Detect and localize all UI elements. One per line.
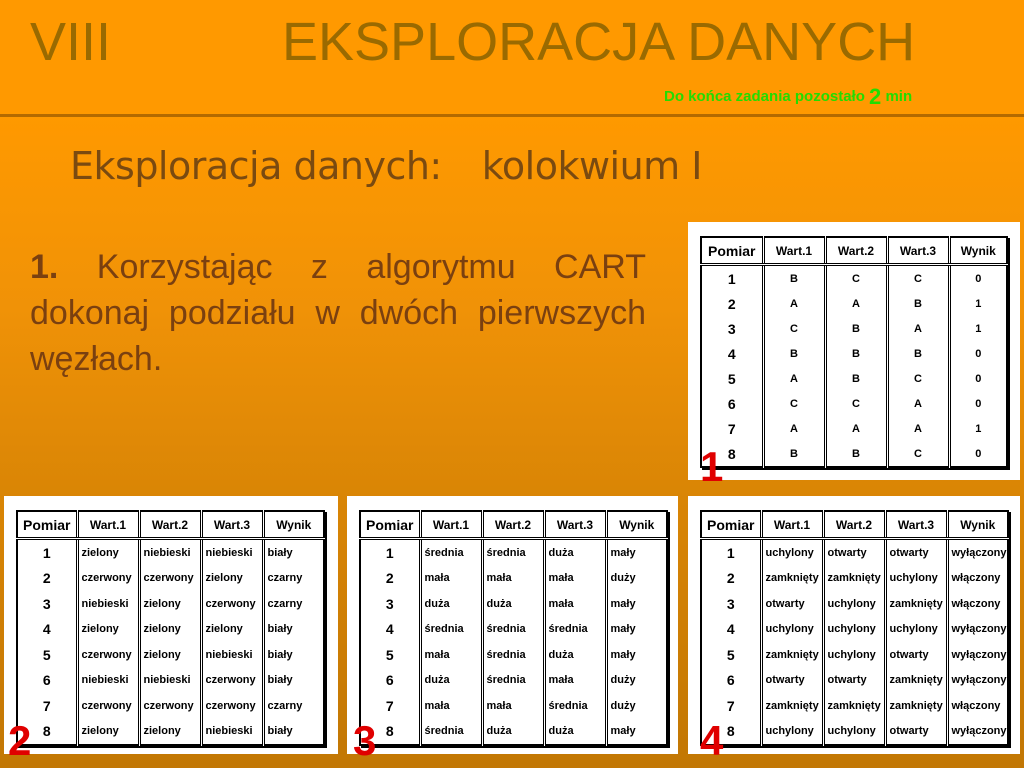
timer: [664, 84, 912, 110]
table-cell: włączony: [947, 693, 1008, 719]
table-header-row: [360, 511, 667, 539]
subtitle-left: Eksploracja danych:: [70, 144, 442, 188]
row-index: 7: [385, 697, 394, 714]
table-row: [701, 316, 1007, 341]
column-header: Wart.1: [763, 237, 825, 265]
row-index: 8: [42, 723, 51, 740]
table-cell: 0: [949, 265, 1007, 292]
table-cell: zamknięty: [761, 642, 823, 668]
table-cell: 0: [949, 366, 1007, 391]
table-cell: B: [825, 441, 887, 467]
table-cell: duża: [420, 591, 482, 617]
table-cell: duży: [606, 566, 667, 592]
table-cell: mała: [482, 566, 544, 592]
table-cell: B: [825, 341, 887, 366]
task-text: [30, 244, 646, 382]
table-cell: zamknięty: [823, 566, 885, 592]
table-cell: uchylony: [823, 642, 885, 668]
table-cell: zielony: [77, 539, 139, 566]
row-index: 2: [385, 570, 394, 587]
column-header: Wart.2: [139, 511, 201, 539]
table-row: [701, 566, 1008, 592]
table-cell: zielony: [139, 617, 201, 643]
table-cell: duża: [544, 719, 606, 746]
column-header: Wart.3: [201, 511, 263, 539]
table-cell: średnia: [544, 693, 606, 719]
table-cell: uchylony: [823, 617, 885, 643]
table-row: [701, 617, 1008, 643]
table-cell: czerwony: [77, 693, 139, 719]
column-header: Wynik: [263, 511, 324, 539]
table-cell: B: [763, 441, 825, 467]
table-cell: 1: [949, 416, 1007, 441]
table-cell: A: [887, 416, 949, 441]
table-cell: biały: [263, 617, 324, 643]
table-cell: A: [887, 316, 949, 341]
table-row: [17, 642, 324, 668]
table-cell: zielony: [139, 591, 201, 617]
header-divider: [0, 114, 1024, 117]
table-cell: włączony: [947, 591, 1008, 617]
column-header: Wart.2: [825, 237, 887, 265]
table-cell: niebieski: [201, 719, 263, 746]
table-row: [360, 693, 667, 719]
table-cell: czerwony: [139, 566, 201, 592]
table-row: [360, 566, 667, 592]
table-row: [701, 366, 1007, 391]
table-cell: 1: [949, 291, 1007, 316]
table-row: [701, 642, 1008, 668]
column-header: Wart.1: [420, 511, 482, 539]
table-cell: czerwony: [77, 642, 139, 668]
row-index: 6: [385, 672, 394, 689]
table-cell: duża: [482, 591, 544, 617]
table-cell: A: [763, 366, 825, 391]
table-cell: A: [887, 391, 949, 416]
table-cell: uchylony: [885, 566, 947, 592]
table-panel-1: [688, 222, 1020, 480]
table-cell: duży: [606, 668, 667, 694]
table-cell: średnia: [420, 539, 482, 566]
table-row: [360, 539, 667, 566]
row-index: 4: [385, 621, 394, 638]
table-row: [701, 391, 1007, 416]
table-cell: 0: [949, 441, 1007, 467]
table-cell: B: [825, 316, 887, 341]
table-cell: niebieski: [201, 539, 263, 566]
timer-suffix: min: [885, 88, 913, 105]
table-marker-3: 3: [353, 717, 377, 764]
table-cell: otwarty: [761, 668, 823, 694]
table-header-row: [701, 511, 1008, 539]
table-cell: niebieski: [139, 539, 201, 566]
table-row: [17, 668, 324, 694]
table-cell: duża: [482, 719, 544, 746]
column-header: Wynik: [947, 511, 1008, 539]
table-cell: średnia: [544, 617, 606, 643]
timer-prefix: Do końca zadania pozostało: [664, 88, 865, 105]
table-marker-1: 1: [700, 443, 724, 490]
table-cell: średnia: [420, 617, 482, 643]
table-cell: A: [825, 416, 887, 441]
table-cell: biały: [263, 668, 324, 694]
data-table-4: [700, 510, 1009, 746]
table-cell: wyłączony: [947, 617, 1008, 643]
table-cell: mała: [544, 668, 606, 694]
table-cell: mały: [606, 591, 667, 617]
table-cell: biały: [263, 539, 324, 566]
table-cell: otwarty: [885, 642, 947, 668]
table-cell: mały: [606, 539, 667, 566]
row-index: 1: [726, 544, 735, 561]
table-cell: B: [887, 291, 949, 316]
table-header-row: [17, 511, 324, 539]
table-cell: C: [887, 441, 949, 467]
column-header: Wart.1: [77, 511, 139, 539]
table-row: [17, 566, 324, 592]
row-index: 4: [726, 621, 735, 638]
row-index: 1: [42, 544, 51, 561]
table-cell: średnia: [482, 617, 544, 643]
column-header: Pomiar: [17, 511, 77, 539]
subtitle-right: kolokwium I: [481, 144, 702, 188]
row-index: 8: [726, 723, 735, 740]
table-row: [17, 617, 324, 643]
table-cell: duża: [544, 539, 606, 566]
column-header: Wart.2: [482, 511, 544, 539]
table-row: [360, 591, 667, 617]
row-index: 6: [726, 672, 735, 689]
table-row: [701, 416, 1007, 441]
table-row: [701, 441, 1007, 467]
table-marker-4: 4: [700, 717, 724, 764]
table-cell: średnia: [482, 642, 544, 668]
table-cell: 0: [949, 341, 1007, 366]
row-index: 5: [385, 646, 394, 663]
table-cell: otwarty: [761, 591, 823, 617]
row-index: 2: [726, 570, 735, 587]
table-cell: uchylony: [761, 719, 823, 746]
table-cell: zamknięty: [885, 693, 947, 719]
table-cell: B: [887, 341, 949, 366]
row-index: 3: [42, 595, 51, 612]
table-cell: czerwony: [201, 591, 263, 617]
row-index: 7: [726, 697, 735, 714]
table-cell: czerwony: [139, 693, 201, 719]
table-cell: zamknięty: [885, 591, 947, 617]
table-cell: B: [763, 265, 825, 292]
table-row: [17, 591, 324, 617]
row-index: 2: [727, 295, 736, 312]
table-cell: A: [763, 291, 825, 316]
table-cell: czerwony: [77, 566, 139, 592]
table-panel-2: [4, 496, 338, 754]
table-cell: czarny: [263, 566, 324, 592]
table-cell: C: [887, 366, 949, 391]
table-cell: średnia: [420, 719, 482, 746]
table-cell: 0: [949, 391, 1007, 416]
table-marker-2: 2: [8, 717, 32, 764]
table-cell: mała: [420, 693, 482, 719]
table-row: [701, 291, 1007, 316]
table-row: [701, 539, 1008, 566]
table-cell: mała: [544, 591, 606, 617]
table-cell: mała: [420, 566, 482, 592]
table-cell: uchylony: [823, 719, 885, 746]
column-header: Pomiar: [360, 511, 420, 539]
table-cell: mała: [482, 693, 544, 719]
table-cell: otwarty: [823, 539, 885, 566]
table-cell: uchylony: [761, 617, 823, 643]
table-cell: średnia: [482, 668, 544, 694]
table-cell: wyłączony: [947, 668, 1008, 694]
column-header: Wart.3: [887, 237, 949, 265]
chapter-number: VIII: [30, 12, 112, 72]
row-index: 2: [42, 570, 51, 587]
row-index: 1: [727, 270, 736, 287]
table-cell: zamknięty: [761, 566, 823, 592]
table-cell: C: [763, 391, 825, 416]
row-index: 3: [385, 595, 394, 612]
table-cell: zielony: [77, 719, 139, 746]
row-index: 4: [42, 621, 51, 638]
task-body: Korzystając z algorytmu CART dokonaj podziału w dwóch pierwszych węzłach.: [30, 248, 646, 378]
table-row: [360, 642, 667, 668]
table-cell: mały: [606, 642, 667, 668]
table-row: [360, 719, 667, 746]
table-header-row: [701, 237, 1007, 265]
data-table-3: [359, 510, 668, 746]
page-title: EKSPLORACJA DANYCH: [282, 12, 916, 72]
table-cell: zielony: [201, 617, 263, 643]
row-index: 5: [42, 646, 51, 663]
row-index: 8: [385, 723, 394, 740]
data-table-2: [16, 510, 325, 746]
table-cell: C: [763, 316, 825, 341]
row-index: 8: [727, 445, 736, 462]
row-index: 5: [726, 646, 735, 663]
table-row: [701, 693, 1008, 719]
table-panel-4: [688, 496, 1020, 754]
table-cell: niebieski: [201, 642, 263, 668]
table-cell: C: [825, 391, 887, 416]
table-cell: biały: [263, 719, 324, 746]
table-cell: czerwony: [201, 693, 263, 719]
column-header: Wynik: [606, 511, 667, 539]
table-cell: zielony: [139, 642, 201, 668]
row-index: 6: [727, 395, 736, 412]
table-cell: wyłączony: [947, 719, 1008, 746]
subtitle: [70, 144, 702, 188]
table-cell: czerwony: [201, 668, 263, 694]
table-row: [360, 617, 667, 643]
table-cell: zamknięty: [761, 693, 823, 719]
column-header: Wart.3: [544, 511, 606, 539]
table-panel-3: [347, 496, 678, 754]
table-cell: niebieski: [77, 668, 139, 694]
table-cell: niebieski: [77, 591, 139, 617]
table-cell: C: [825, 265, 887, 292]
table-cell: C: [887, 265, 949, 292]
table-cell: duża: [420, 668, 482, 694]
table-row: [701, 719, 1008, 746]
table-cell: duża: [544, 642, 606, 668]
table-row: [701, 591, 1008, 617]
table-cell: otwarty: [885, 719, 947, 746]
column-header: Wynik: [949, 237, 1007, 265]
table-cell: uchylony: [761, 539, 823, 566]
table-cell: zielony: [139, 719, 201, 746]
timer-value: 2: [869, 84, 882, 109]
table-row: [360, 668, 667, 694]
table-cell: otwarty: [885, 539, 947, 566]
table-row: [17, 693, 324, 719]
table-cell: mała: [420, 642, 482, 668]
column-header: Wart.3: [885, 511, 947, 539]
table-cell: niebieski: [139, 668, 201, 694]
row-index: 6: [42, 672, 51, 689]
table-cell: A: [763, 416, 825, 441]
task-number: 1.: [30, 248, 59, 286]
table-cell: włączony: [947, 566, 1008, 592]
table-cell: mała: [544, 566, 606, 592]
table-row: [17, 719, 324, 746]
table-cell: uchylony: [885, 617, 947, 643]
table-cell: biały: [263, 642, 324, 668]
column-header: Pomiar: [701, 237, 763, 265]
table-cell: wyłączony: [947, 539, 1008, 566]
table-cell: zielony: [77, 617, 139, 643]
row-index: 4: [727, 345, 736, 362]
table-row: [17, 539, 324, 566]
column-header: Wart.1: [761, 511, 823, 539]
row-index: 7: [727, 420, 736, 437]
table-cell: duży: [606, 693, 667, 719]
table-cell: A: [825, 291, 887, 316]
table-row: [701, 341, 1007, 366]
table-cell: czarny: [263, 693, 324, 719]
table-cell: średnia: [482, 539, 544, 566]
row-index: 3: [726, 595, 735, 612]
table-cell: zamknięty: [823, 693, 885, 719]
column-header: Pomiar: [701, 511, 761, 539]
row-index: 5: [727, 370, 736, 387]
table-cell: zielony: [201, 566, 263, 592]
table-row: [701, 668, 1008, 694]
table-cell: zamknięty: [885, 668, 947, 694]
row-index: 1: [385, 544, 394, 561]
table-cell: czarny: [263, 591, 324, 617]
table-cell: B: [825, 366, 887, 391]
data-table-1: [700, 236, 1008, 468]
row-index: 7: [42, 697, 51, 714]
table-cell: 1: [949, 316, 1007, 341]
table-cell: mały: [606, 617, 667, 643]
table-cell: wyłączony: [947, 642, 1008, 668]
table-row: [701, 265, 1007, 292]
table-cell: mały: [606, 719, 667, 746]
row-index: 3: [727, 320, 736, 337]
table-cell: uchylony: [823, 591, 885, 617]
table-cell: otwarty: [823, 668, 885, 694]
column-header: Wart.2: [823, 511, 885, 539]
table-cell: B: [763, 341, 825, 366]
